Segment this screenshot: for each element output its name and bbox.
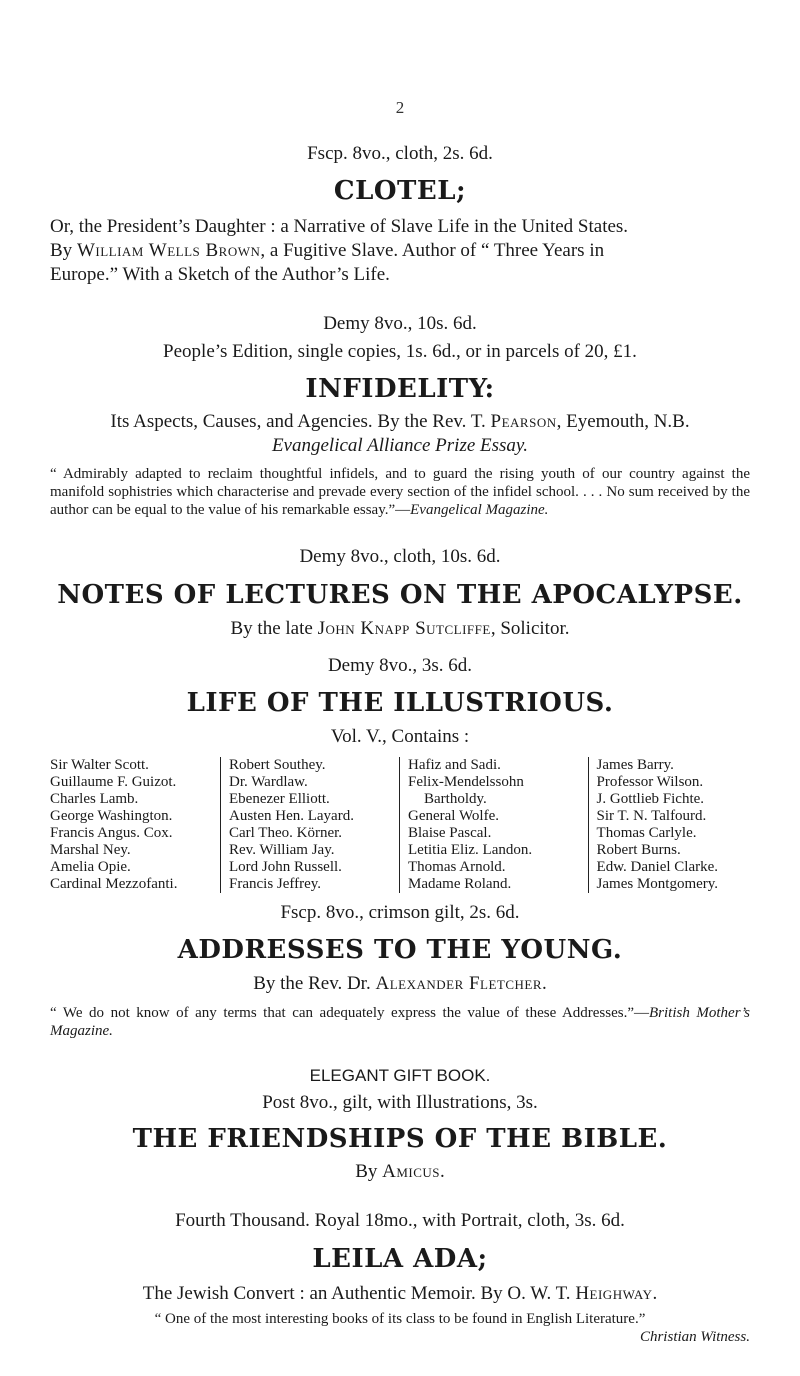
- illustrious-format: Demy 8vo., 3s. 6d.: [327, 655, 473, 676]
- leila-author: Heighway: [575, 1283, 653, 1304]
- addresses-author: Alexander Fletcher: [375, 973, 543, 994]
- contents-entry: Robert Burns.: [596, 842, 681, 858]
- contents-entry: Guillaume F. Guizot.: [50, 774, 177, 790]
- infidelity-subtitle: Evangelical Alliance Prize Essay.: [271, 435, 529, 456]
- infidelity-description: Its Aspects, Causes, and Agencies. By the Rev. T. Pearson, Eyemouth, N.B.: [110, 411, 690, 432]
- leila-review: “ One of the most interesting books of its class to be found in English Literature.”: [154, 1311, 646, 1327]
- friendships-title: THE FRIENDSHIPS OF THE BIBLE.: [132, 1124, 668, 1154]
- contents-entry: Francis Angus. Cox.: [50, 825, 173, 841]
- leila-description: The Jewish Convert : an Authentic Memoir. By O. W. T. Heighway.: [142, 1283, 658, 1304]
- addresses-format: Fscp. 8vo., crimson gilt, 2s. 6d.: [280, 902, 520, 923]
- apocalypse-format: Demy 8vo., cloth, 10s. 6d.: [299, 546, 501, 567]
- contents-entry: Carl Theo. Körner.: [229, 825, 343, 841]
- infidelity-review-source: Evangelical Magazine.: [410, 502, 549, 518]
- leila-title: LEILA ADA;: [312, 1244, 488, 1274]
- clotel-author: William Wells Brown: [76, 240, 261, 261]
- apocalypse-byline: By the late John Knapp Sutcliffe, Solicitor.: [230, 618, 570, 639]
- contents-entry: Sir T. N. Talfourd.: [596, 808, 707, 824]
- clotel-desc-line-2: By William Wells Brown, a Fugitive Slave. Author of “ Three Years in: [50, 240, 605, 261]
- addresses-byline: By the Rev. Dr. Alexander Fletcher.: [253, 973, 547, 994]
- contents-entry: Sir Walter Scott.: [50, 757, 149, 773]
- illustrious-title: LIFE OF THE ILLUSTRIOUS.: [186, 688, 614, 718]
- leila-review-source: Christian Witness.: [639, 1329, 750, 1345]
- addresses-review: “ We do not know of any terms that can adequately express the value of these Addresses.”—British Mother’s Magazine.: [50, 1005, 750, 1039]
- clotel-title: CLOTEL;: [333, 176, 467, 206]
- contents-entry: Dr. Wardlaw.: [229, 774, 308, 790]
- infidelity-title: INFIDELITY:: [305, 374, 495, 404]
- apocalypse-author: John Knapp Sutcliffe: [317, 618, 491, 639]
- contents-entry: Rev. William Jay.: [229, 842, 335, 858]
- contents-entry: Bartholdy.: [424, 791, 487, 807]
- contents-entry: General Wolfe.: [408, 808, 499, 824]
- contents-entry: Robert Southey.: [229, 757, 326, 773]
- addresses-title: ADDRESSES TO THE YOUNG.: [177, 935, 623, 965]
- clotel-description: [50, 215, 750, 287]
- contents-column-4: [588, 757, 757, 893]
- page-number: 2: [395, 98, 405, 117]
- contents-entry: Austen Hen. Layard.: [229, 808, 354, 824]
- contents-entry: J. Gottlieb Fichte.: [596, 791, 705, 807]
- clotel-format: Fscp. 8vo., cloth, 2s. 6d.: [307, 143, 493, 164]
- infidelity-format: Demy 8vo., 10s. 6d.: [323, 313, 477, 334]
- friendships-format: Post 8vo., gilt, with Illustrations, 3s.: [262, 1092, 538, 1113]
- contents-entry: Charles Lamb.: [50, 791, 139, 807]
- contents-entry: Lord John Russell.: [229, 859, 342, 875]
- clotel-desc-line-1: Or, the President’s Daughter : a Narrative of Slave Life in the United States.: [50, 216, 629, 237]
- contents-entry: Madame Roland.: [408, 876, 512, 892]
- contents-entry: Edw. Daniel Clarke.: [596, 859, 719, 875]
- contents-entry: Cardinal Mezzofanti.: [50, 876, 178, 892]
- apocalypse-title: NOTES OF LECTURES ON THE APOCALYPSE.: [57, 580, 743, 610]
- contents-entry: Thomas Carlyle.: [596, 825, 697, 841]
- contents-entry: Marshal Ney.: [50, 842, 131, 858]
- contents-column-1: [50, 757, 220, 893]
- contents-entry: James Barry.: [596, 757, 674, 773]
- contents-entry: James Montgomery.: [596, 876, 719, 892]
- contents-entry: George Washington.: [50, 808, 173, 824]
- friendships-byline: By Amicus.: [355, 1161, 445, 1182]
- leila-format: Fourth Thousand. Royal 18mo., with Portrait, cloth, 3s. 6d.: [175, 1210, 625, 1231]
- contents-column-2: [220, 757, 399, 893]
- gift-book-label: ELEGANT GIFT BOOK.: [309, 1066, 491, 1085]
- infidelity-edition: People’s Edition, single copies, 1s. 6d., or in parcels of 20, £1.: [163, 341, 637, 362]
- contents-entry: Letitia Eliz. Landon.: [408, 842, 533, 858]
- infidelity-review: “ Admirably adapted to reclaim thoughtful infidels, and to guard the rising youth of our country against the manifold sophistries which characterise and prevade every section of the infidel school. . . . No sum received by the author can be equal to the value of his remarkable essay.”—Evangelical Magazine.: [50, 466, 750, 518]
- illustrious-contents: [50, 757, 757, 893]
- contents-entry: Ebenezer Elliott.: [229, 791, 330, 807]
- contents-entry: Amelia Opie.: [50, 859, 131, 875]
- contents-entry: Thomas Arnold.: [408, 859, 506, 875]
- contents-entry: Blaise Pascal.: [408, 825, 492, 841]
- addresses-review-source: British Mother’s Magazine.: [50, 1005, 750, 1039]
- friendships-author: Amicus: [382, 1161, 441, 1182]
- illustrious-volume: Vol. V., Contains :: [330, 726, 470, 747]
- contents-column-3: [399, 757, 588, 893]
- contents-entry: Francis Jeffrey.: [229, 876, 322, 892]
- contents-entry: Felix-Mendelssohn: [408, 774, 524, 790]
- contents-entry: Hafiz and Sadi.: [408, 757, 501, 773]
- contents-entry: Professor Wilson.: [596, 774, 704, 790]
- infidelity-author: Pearson: [490, 411, 557, 432]
- clotel-desc-line-3: Europe.” With a Sketch of the Author’s Life.: [50, 264, 390, 285]
